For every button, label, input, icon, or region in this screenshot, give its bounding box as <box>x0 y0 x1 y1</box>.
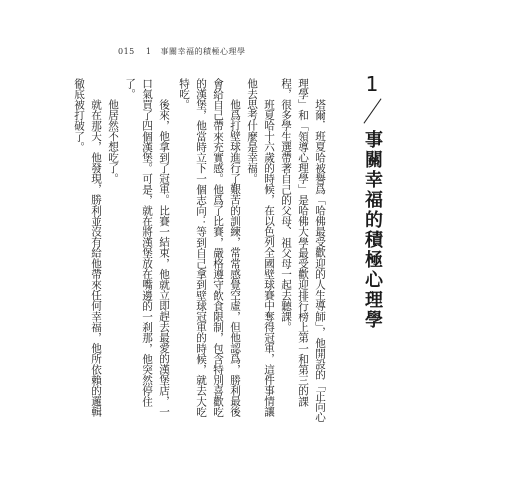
header-chapter-number: 1 <box>145 47 152 56</box>
chapter-number: 1 <box>365 72 379 96</box>
chapter-title: 事關幸福的積極心理學 <box>362 130 383 330</box>
paragraph-3: 他爲打壁球進行了艱苦的訓練，常常感覺空虛，但他認爲，勝利最後會給自己帶來充實感。他爲了比賽，嚴格遵守飲食限制，包含特別喜歡吃的漢堡，他當時立下一個志向：等到自己拿到壁球冠軍的時候，就去大吃特吃。 <box>178 78 241 418</box>
chapter-heading <box>352 74 392 330</box>
running-header <box>118 46 245 57</box>
header-chapter-title: 事關幸福的積極心理學 <box>160 47 246 56</box>
paragraph-5: 他居然不想吃了。 <box>107 99 119 184</box>
paragraph-1: 塔爾．班夏哈被譽爲「哈佛最受歡迎的人生導師」，他開設的「正向心理學」和「領導心理學」是哈佛大學最受歡迎排行榜上第一和第三的課程，很多學生選帶著自己的父母、祖父母一起去聽課。 <box>280 78 326 423</box>
paragraph-2: 班夏哈十六歲的時候，在以色列全國壁球賽中奪得冠軍，這件事情讓他去思考什麼是幸福。 <box>246 78 275 418</box>
paragraph-4: 後來，他拿到了冠軍。比賽一結束，他就立即趕去最愛的漢堡店，一口氣買了四個漢堡。可是，就在將漢堡放在嘴邊的一刹那，他突然停住了。 <box>124 78 170 418</box>
page-number: 015 <box>118 47 135 56</box>
paragraph-6: 就在那天，他發現，勝利並沒有給他帶來任何幸福，他所依賴的邏輯徹底被打破了。 <box>73 78 102 418</box>
chapter-slash-divider <box>363 98 381 123</box>
body-text <box>70 78 328 426</box>
